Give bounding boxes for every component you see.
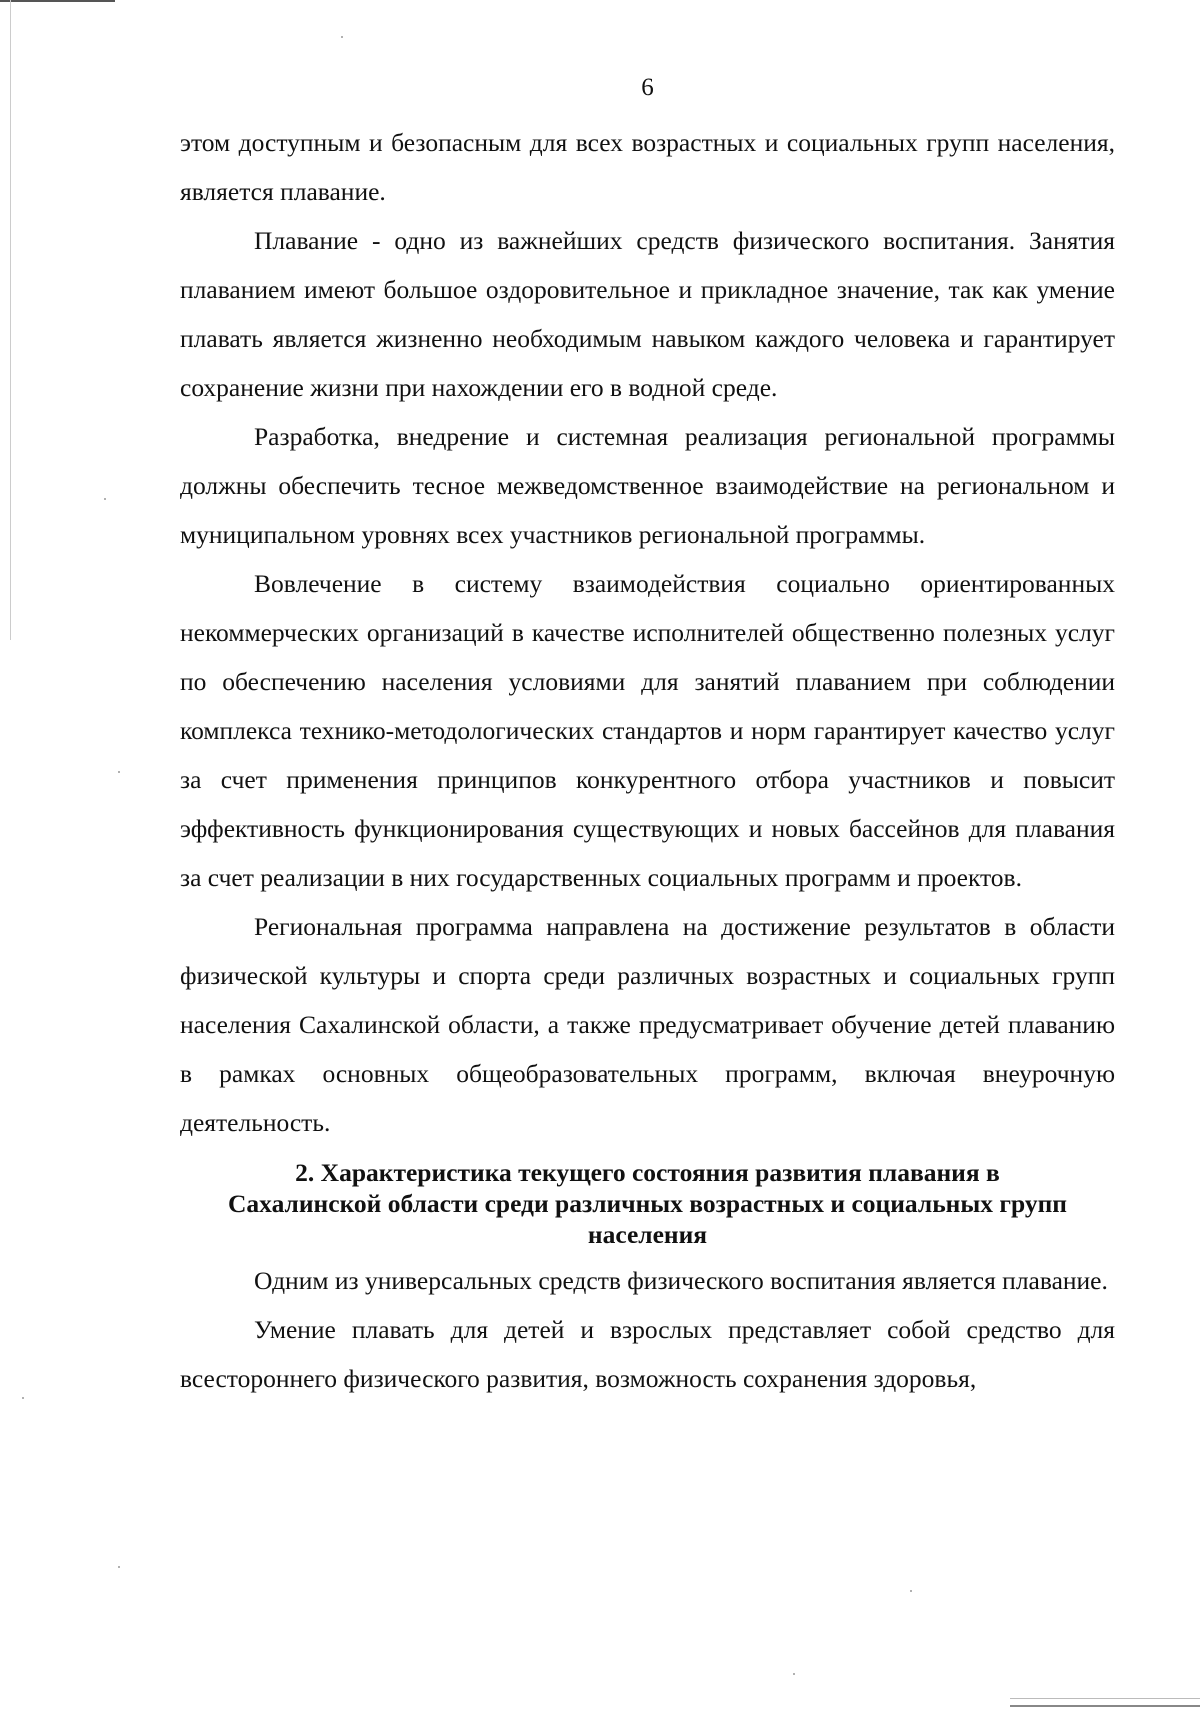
scan-artifact-bottom-2 [1010,1698,1200,1699]
scan-speck [341,36,343,38]
paragraph-swimming-importance: Плавание - одно из важнейших средств физического воспитания. Занятия плаванием имеют большое оздоровительное и прикладное значение, так как умение плавать является жизненно необходимым навыком каждого человека и гарантирует сохранение жизни при нахождении его в водной среде. [180,226,1115,402]
paragraph-program-goals: Региональная программа направлена на достижение результатов в области физической культуры и спорта среди различных возрастных и социальных групп населения Сахалинской области, а также предусматривает обучение детей плаванию в рамках основных общеобразовательных программ, включая внеурочную деятельность. [180,912,1115,1137]
scan-speck [118,1566,120,1568]
paragraph-intro-continuation: этом доступным и безопасным для всех возрастных и социальных групп населения, является плавание. [180,128,1115,206]
section-heading [180,1157,1115,1250]
section-heading-line-2: Сахалинской области среди различных возрастных и социальных групп [228,1189,1067,1218]
scan-artifact-top [0,0,115,2]
page-number: 6 [641,74,654,101]
paragraph-program-development: Разработка, внедрение и системная реализация региональной программы должны обеспечить тесное межведомственное взаимодействие на региональном и муниципальном уровнях всех участников региональной программы. [180,422,1115,549]
section-heading-line-1: 2. Характеристика текущего состояния развития плавания в [295,1158,1000,1187]
scan-speck [910,1590,912,1592]
paragraph-universal-means: Одним из универсальных средств физического воспитания является плавание. [254,1266,1108,1295]
section-heading-line-3: населения [587,1220,708,1249]
scan-artifact-bottom [1010,1705,1200,1707]
paragraph-ngo-involvement: Вовлечение в систему взаимодействия социально ориентированных некоммерческих организаций в качестве исполнителей общественно полезных услуг по обеспечению населения условиями для занятий плаванием при соблюдении комплекса технико-методологических стандартов и норм гарантирует качество услуг за счет применения принципов конкурентного отбора участников и повысит эффективность функционирования существующих и новых бассейнов для плавания за счет реализации в них государственных социальных программ и проектов. [180,569,1115,892]
document-body [180,118,1115,1403]
scan-speck [104,498,106,500]
scan-speck [793,1673,795,1675]
paragraph-swimming-skill: Умение плавать для детей и взрослых представляет собой средство для всестороннего физического развития, возможность сохранения здоровья, [180,1315,1115,1393]
scan-speck [118,771,120,773]
scan-speck [22,1397,24,1399]
